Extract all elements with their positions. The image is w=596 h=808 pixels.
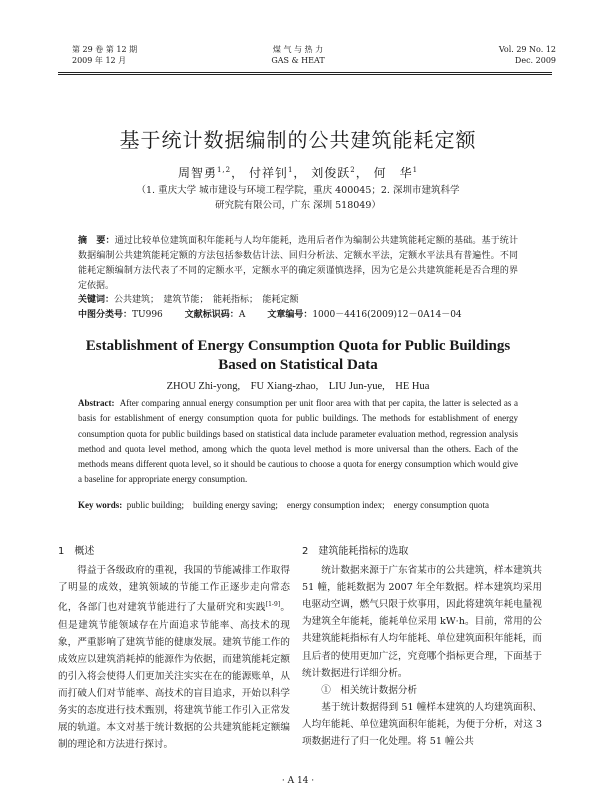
- clc-label: 中图分类号：: [78, 310, 133, 320]
- issue-date-en: Dec. 2009: [514, 56, 556, 65]
- classification-line: [78, 308, 518, 322]
- paragraph-text: 得益于各级政府的重视，我国的节能减排工作取得了明显的成效，建筑领域的节能工作正逐步走向常态化，各部门也对建筑节能进行了大量研究和实践: [58, 565, 290, 614]
- volume-issue-en: Vol. 29 No. 12: [498, 45, 556, 54]
- body-paragraph: 统计数据来源于广东省某市的公共建筑，样本建筑共 51 幢，能耗数据为 2007 年全年数据。样本建筑均采用电驱动空调，燃气只限于炊事用，因此将建筑年耗电量视为建筑全年能耗，能耗单位采用 kW·h。目前，常用的公共建筑能耗指标有人均年能耗、单位建筑面积年能耗，而且后者的使用更加广泛，究竟哪个指标更合理，下面基于统计数据进行详细分析。: [302, 565, 542, 679]
- page-number: · A 14 ·: [281, 776, 315, 786]
- keywords-en: [78, 498, 518, 513]
- keywords-text-cn: 公共建筑； 建筑节能； 能耗指标； 能耗定额: [114, 295, 299, 305]
- abstract-en: [78, 396, 518, 488]
- paragraph-text: 。但是建筑节能领域存在片面追求节能率、高技术的现象，严重影响了建筑节能的健康发展。建筑节能工作的成效应以建筑消耗掉的能源作为依据，而建筑能耗定额的引入将会使得人们更加关注实实在在的能源账单，从而打破人们对节能率、高技术的盲目追求，开始以科学务实的态度进行技术甄别，将建筑节能工作引入正常发展的轨道。本文对基于统计数据的公共建筑能耗定额编制的理论和方法进行探讨。: [58, 602, 291, 751]
- affiliation-line-2: 研究院有限公司，广东 深圳 518049）: [215, 200, 381, 211]
- abstract-label-cn: 摘 要：: [78, 236, 115, 246]
- affiliation-line-1: （1. 重庆大学 城市建设与环境工程学院，重庆 400045；2. 深圳市建筑科学: [136, 185, 460, 196]
- keywords-text-en: public building; building energy saving; energy consumption index; energy consumption quota: [126, 500, 489, 510]
- body-column-right: [302, 543, 542, 750]
- paper-title-en-line-2: Based on Statistical Data: [218, 357, 378, 373]
- subsection-heading: ① 相关统计数据分析: [321, 684, 418, 696]
- keywords-label-en: Key words:: [78, 500, 123, 510]
- author-name: 刘俊跃: [311, 166, 351, 180]
- volume-issue: 第 29 卷 第 12 期: [72, 45, 138, 54]
- author-list-cn: 周智勇$^{1,2}$， 付祥钊$^1$， 刘俊跃$^2$， 何 华$^1$: [177, 166, 419, 180]
- keywords-cn: [78, 293, 518, 307]
- issue-date: 2009 年 12 月: [72, 56, 127, 65]
- abstract-label-en: Abstract:: [78, 398, 115, 408]
- author-affiliation-mark: 1: [412, 166, 419, 174]
- author-name: 何 华: [373, 166, 413, 180]
- section-heading: 2 建筑能耗指标的选取: [302, 546, 409, 557]
- header-rule: [58, 72, 552, 73]
- abstract-text-en: After comparing annual energy consumption per unit floor area with that per capita, the latter is selected as a basis for establishment of energy consumption quota for public buildings. The methods for establishment of energy consumption quota for public buildings based on statistical data include parameter evaluation method, regression analysis method and quota level method, among which the quota level method is more universal than the others. Each of the methods means different quota level, so it should be cautious to choose a quota for energy consumption which would give a baseline for appropriate energy consumption.: [78, 398, 518, 485]
- section-heading: 1 概述: [58, 546, 95, 557]
- author-affiliation-mark: 1,2: [216, 166, 232, 174]
- body-paragraph: 基于统计数据得到 51 幢样本建筑的人均建筑面积、人均年能耗、单位建筑面积年能耗，为便于分析，对这 3 项数据进行了归一化处理。将 51 幢公共: [302, 701, 542, 748]
- keywords-label-cn: 关键词：: [78, 295, 115, 305]
- abstract-cn: [78, 234, 518, 294]
- doc-code-label: 文献标识码：: [184, 310, 239, 320]
- abstract-text-cn: 通过比较单位建筑面积年能耗与人均年能耗，选用后者作为编制公共建筑能耗定额的基础。基于统计数据编制公共建筑能耗定额的方法包括参数估计法、回归分析法、定额水平法，定额水平法具有普遍性。不同能耗定额编制方法代表了不同的定额水平，定额水平的确定须谨慎选择，因为它是公共建筑能耗是否合理的界定依据。: [78, 236, 518, 291]
- paper-title-cn: 基于统计数据编制的公共建筑能耗定额: [119, 128, 477, 152]
- article-number-label: 文章编号：: [267, 310, 313, 320]
- citation-ref: [1-9]: [265, 601, 281, 609]
- journal-volume-info-en: [499, 44, 556, 66]
- author-name: 付祥钊: [248, 166, 288, 180]
- body-column-left: [58, 543, 290, 753]
- author-list-en: ZHOU Zhi-yong, FU Xiang-zhao, LIU Jun-yue, HE Hua: [166, 381, 430, 392]
- author-affiliation-mark: 2: [350, 166, 356, 174]
- body-paragraph: [58, 562, 290, 753]
- header-rule-thin: [58, 74, 552, 75]
- journal-name-cn: 煤 气 与 热 力: [272, 45, 324, 54]
- paper-title-en-line-1: Establishment of Energy Consumption Quota for Public Buildings: [85, 338, 511, 354]
- author-name: 周智勇: [177, 166, 217, 180]
- clc-value: TU996: [132, 310, 163, 320]
- article-number-value: 1000－4416(2009)12－0A14－04: [312, 310, 462, 320]
- doc-code-value: A: [238, 310, 246, 320]
- journal-name-en: GAS & HEAT: [271, 56, 325, 65]
- author-affiliation-mark: 1: [287, 166, 294, 174]
